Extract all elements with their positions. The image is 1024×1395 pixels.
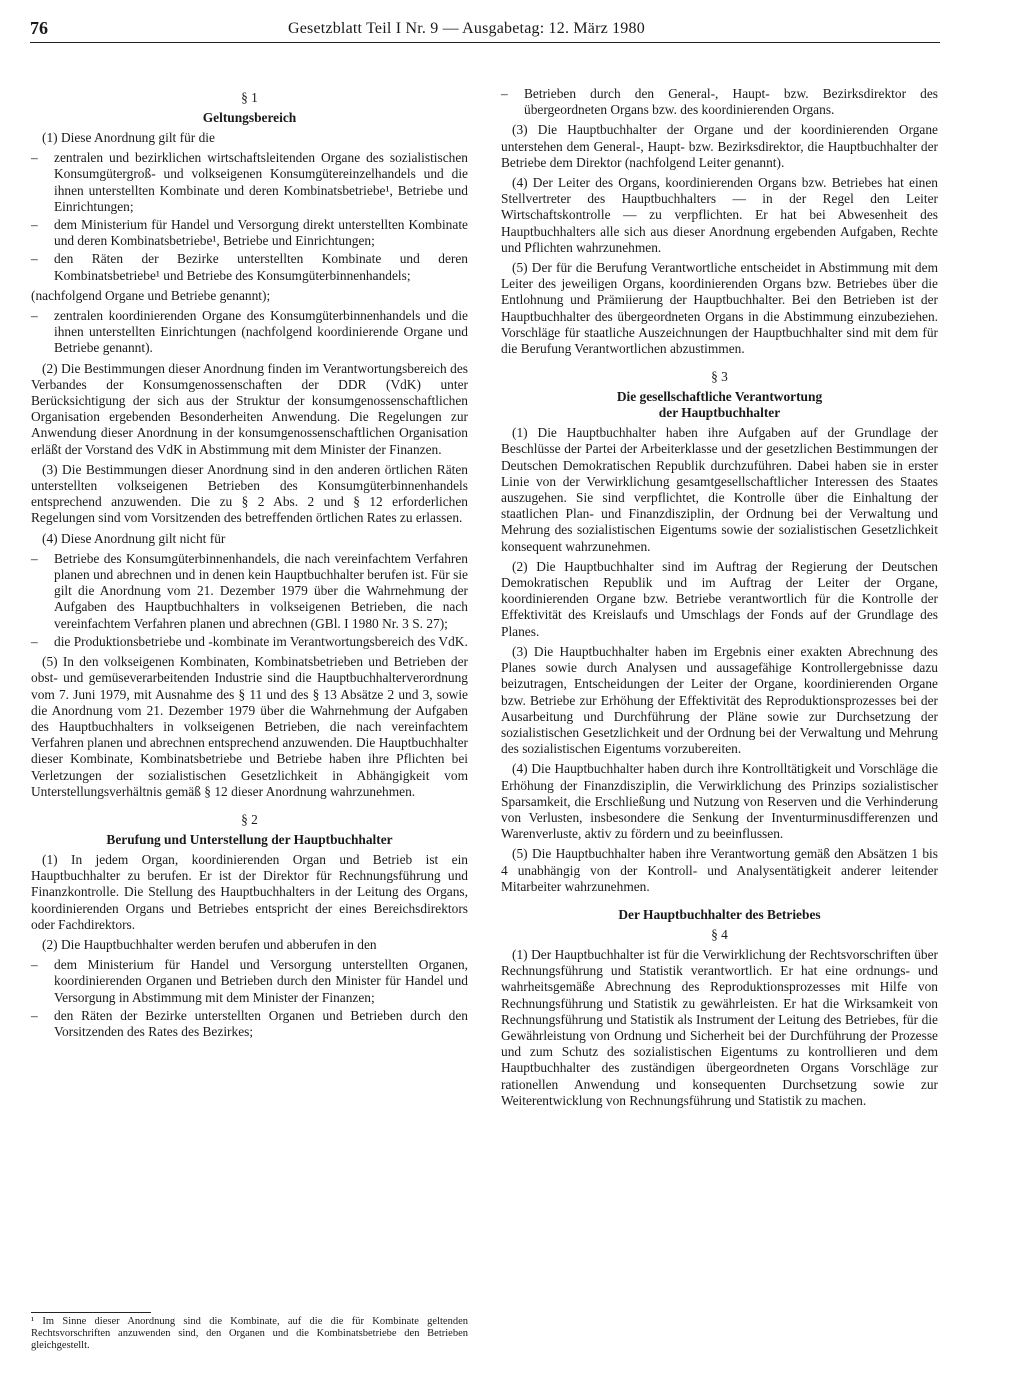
list-item: – zentralen und bezirklichen wirtschaftsleitenden Organe des sozialistischen Konsumgütergroß- und volkseigenen Konsumgütereinzelhandels und die ihnen unterstellten Kombinate und deren Kombinatsbetriebe¹, Betriebe und Einrichtungen; — [31, 150, 468, 215]
s3-paragraph-1: (1) Die Hauptbuchhalter haben ihre Aufgaben auf der Grundlage der Beschlüsse der Partei der Arbeiterklasse und der gesetzlichen Bestimmungen der Deutschen Demokratischen Republik durchzuführen. Dabei haben sie in erster Linie von der Verwirklichung gesamtgesellschaftlicher Interessen des Staates auszugehen. Sie sind verpflichtet, die Kontrolle über die Einhaltung der staatlichen Plan- und Finanzdisziplin, der Ordnung bei der Verwaltung und Mehrung des sozialistischen Eigentums sowie der sozialistischen Gesetzlichkeit konsequent wahrzunehmen. — [501, 425, 938, 554]
section-1-number: § 1 — [241, 90, 258, 105]
section-3-title-line-1: Die gesellschaftliche Verantwortung — [616, 389, 823, 405]
running-head: Gesetzblatt Teil I Nr. 9 — Ausgabetag: 12. März 1980 — [288, 20, 645, 37]
s3-paragraph-5: (5) Die Hauptbuchhalter haben ihre Verantwortung gemäß den Absätzen 1 bis 4 unabhängig von der Kontroll- und Analysentätigkeit anderer leitender Mitarbeiter wahrzunehmen. — [501, 846, 938, 894]
footnote: ¹ Im Sinne dieser Anordnung sind die Kombinate, auf die die für Kombinate geltenden Rechtsvorschriften anzuwenden sind, den Organen und die Kombinatsbetriebe den Betrieben gleichgestellt. — [31, 1316, 468, 1351]
s4-paragraph-1: (1) Der Hauptbuchhalter ist für die Verwirklichung der Rechtsvorschriften über Rechnungsführung und Statistik verantwortlich. Er hat eine ordnungs- und wahrheitsgemäße Abrechnung des Reproduktionsprozesses mit Hilfe von Rechnungsführung und Statistik zu gewährleisten. Er hat die Wirksamkeit von Rechnungsführung und Statistik als Instrument der Leitung des Betriebes, für die Gewährleistung von Ordnung und Sicherheit bei der Durchführung der Prozesse und zum Schutz des sozialistischen Eigentums zu kontrollieren und dem Hauptbuchhalter des zuständigen übergeordneten Organs Vorschläge zur rationellen Anwendung und konsequenten Durchsetzung sowie zur Weiterentwicklung von Rechnungsführung und Statistik zu machen. — [501, 946, 938, 1108]
section-2-number: § 2 — [241, 811, 258, 827]
left-column — [31, 90, 468, 1044]
footnote-divider — [31, 1312, 151, 1313]
subheading-betrieb: Der Hauptbuchhalter des Betriebes — [618, 906, 821, 922]
s1-paragraph-4: (4) Diese Anordnung gilt nicht für — [42, 530, 226, 546]
list-item: – die Produktionsbetriebe und -kombinate im Verantwortungsbereich des VdK. — [31, 634, 468, 650]
s2-paragraph-3: (3) Die Hauptbuchhalter der Organe und der koordinierenden Organe unterstehen dem General-, Haupt- bzw. Bezirksdirektor, die Hauptbuchhalter der Betriebe dem Direktor (nachfolgend Leiter genannt). — [501, 122, 938, 170]
s2-list-1-continued — [501, 86, 938, 118]
list-item: – den Räten der Bezirke unterstellten Kombinate und deren Kombinatsbetriebe¹ und Betriebe des Konsumgüterbinnenhandels; — [31, 251, 468, 283]
s3-paragraph-2: (2) Die Hauptbuchhalter sind im Auftrag der Regierung der Deutschen Demokratischen Republik und im Auftrag der Leiter der Organe, koordinierenden Organe bzw. Betriebe verantwortlich für die Kontrolle der Effektivität des Kreislaufs und Umschlags der Fonds auf der Grundlage des Planes. — [501, 558, 938, 639]
list-item: – Betrieben durch den General-, Haupt- bzw. Bezirksdirektor des übergeordneten Organs bzw. des koordinierenden Organs. — [501, 86, 938, 118]
s3-paragraph-4: (4) Die Hauptbuchhalter haben durch ihre Kontrolltätigkeit und Vorschläge die Erhöhung der Finanzdisziplin, die Verwirklichung des Prinzips sozialistischer Sparsamkeit, die Erschließung und Nutzung von Reserven und die Verhinderung von Verlusten, insbesondere die Senkung der Inventurminusdifferenzen und Warenverluste, aktiv zu fördern und zu beeinflussen. — [501, 761, 938, 842]
list-item: – dem Ministerium für Handel und Versorgung direkt unterstellten Kombinate und deren Kombinatsbetriebe¹, Betriebe und Einrichtungen; — [31, 217, 468, 249]
s2-paragraph-1: (1) In jedem Organ, koordinierenden Organ und Betrieb ist ein Hauptbuchhalter zu berufen. Er ist der Direktor für Rechnungsführung und Finanzkontrolle. Die Stellung des Hauptbuchhalters in der Leitung des Organs, koordinierenden Organs und Betriebes entspricht der eines Bereichsdirektors oder Fachdirektors. — [31, 851, 468, 932]
s2-paragraph-5: (5) Der für die Berufung Verantwortliche entscheidet in Abstimmung mit dem Leiter des jeweiligen Organs, koordinierenden Organs bzw. Betriebes über die Entlohnung und Prämiierung der Hauptbuchhalter. Bei den Betrieben ist der Hauptbuchhalter des übergeordneten Organs in die Abstimmung einzubeziehen. Vorschläge für staatliche Auszeichnungen der Hauptbuchhalter sind mit dem für die Berufung Verantwortlichen abzustimmen. — [501, 260, 938, 357]
section-3-number: § 3 — [711, 369, 728, 385]
section-1-title: Geltungsbereich — [202, 110, 297, 125]
s1-list-3 — [31, 551, 468, 650]
s1-paragraph-1: (1) Diese Anordnung gilt für die — [42, 130, 215, 145]
right-column — [501, 86, 938, 1113]
s2-paragraph-2: (2) Die Hauptbuchhalter werden berufen und abberufen in den — [42, 936, 377, 952]
list-item: – dem Ministerium für Handel und Versorgung unterstellten Organen, koordinierenden Organen und Betrieben durch den Minister für Handel und Versorgung in Abstimmung mit dem Minister der Finanzen; — [31, 957, 468, 1006]
page-number: 76 — [30, 18, 48, 38]
s1-paragraph-3: (3) Die Bestimmungen dieser Anordnung sind in den anderen örtlichen Räten unterstellten volkseigenen Betrieben des Konsumgüterbinnenhandels entsprechend anzuwenden. Die zu § 2 Abs. 2 und § 12 erforderlichen Regelungen sind vom Vorsitzenden des betreffenden örtlichen Rates zu erlassen. — [31, 461, 468, 526]
s1-list-1 — [31, 150, 468, 284]
s1-note: (nachfolgend Organe und Betriebe genannt); — [31, 287, 271, 303]
s3-paragraph-3: (3) Die Hauptbuchhalter haben im Ergebnis einer exakten Abrechnung des Planes sowie durch Analysen und aussagefähige Kontrollergebnisse dazu beizutragen, Entscheidungen der Leiter der Organe, koordinierenden Organe bzw. Betriebe zur Erhöhung der Effektivität des Reproduktionsprozesses bei der Ausarbeitung und Durchführung der Pläne sowie zur Durchsetzung der sozialistischen Gesetzlichkeit und der Ordnung bei der Verwaltung und Mehrung des sozialistischen Eigentums vorzubereiten. — [501, 643, 938, 757]
section-3-title-line-2: der Hauptbuchhalter — [658, 405, 781, 421]
list-item: – zentralen koordinierenden Organe des Konsumgüterbinnenhandels und die ihnen unterstellten Einrichtungen (nachfolgend koordinierende Organe und Betriebe genannt). — [31, 308, 468, 357]
s2-list-1 — [31, 957, 468, 1040]
s1-paragraph-5: (5) In den volkseigenen Kombinaten, Kombinatsbetrieben und Betrieben der obst- und gemüseverarbeitenden Industrie sind die Hauptbuchhalterverordnung vom 7. Juni 1979, mit Ausnahme des § 11 und des § 13 Absätze 2 und 3, sowie die Anordnung vom 21. Dezember 1979 über die Wahrnehmung der Aufgaben des Hauptbuchhalters in volkseigenen Betrieben, die nach vereinfachtem Verfahren planen und abrechnen entsprechend anzuwenden. Die Hauptbuchhalter dieser Kombinate, Kombinatsbetriebe und Betriebe haben ihre Pflichten bei Verletzungen der sozialistischen Gesetzlichkeit in Abhängigkeit vom Unterstellungsverhältnis gemäß § 12 dieser Anordnung wahrzunehmen. — [31, 654, 468, 799]
section-4-number: § 4 — [711, 926, 728, 942]
page-header — [30, 18, 940, 43]
s1-list-2 — [31, 308, 468, 357]
list-item: – den Räten der Bezirke unterstellten Organen und Betrieben durch den Vorsitzenden des Rates des Bezirkes; — [31, 1008, 468, 1040]
section-2-title: Berufung und Unterstellung der Hauptbuchhalter — [106, 831, 393, 847]
s2-paragraph-4: (4) Der Leiter des Organs, koordinierenden Organs bzw. Betriebes hat einen Stellvertreter des Hauptbuchhalters — in der Regel den Leiter Wirtschaftskontrolle — zu verpflichten. Er hat bei Abwesenheit des Hauptbuchhalters alle sich aus dieser Anordnung ergebenden Aufgaben, Rechte und Pflichten wahrzunehmen. — [501, 175, 938, 255]
s1-paragraph-2: (2) Die Bestimmungen dieser Anordnung finden im Verantwortungsbereich des Verbandes der Konsumgenossenschaften der DDR (VdK) unter Berücksichtigung der sich aus der Struktur der konsumgenossenschaftlichen Organisation ergebenden Besonderheiten Anwendung. Die Regelungen zur Anwendung dieser Anordnung in der konsumgenossenschaftlichen Organisation erläßt der Vorstand des VdK in Abstimmung mit dem Minister der Finanzen. — [31, 360, 468, 457]
list-item: – Betriebe des Konsumgüterbinnenhandels, die nach vereinfachtem Verfahren planen und abrechnen und in denen kein Hauptbuchhalter berufen ist. Für sie gilt die Anordnung vom 21. Dezember 1979 über die Wahrnehmung der Aufgaben des Hauptbuchhalters in volkseigenen Betrieben, die nach vereinfachtem Verfahren planen und abrechnen (GBl. I 1980 Nr. 3 S. 27); — [31, 551, 468, 632]
